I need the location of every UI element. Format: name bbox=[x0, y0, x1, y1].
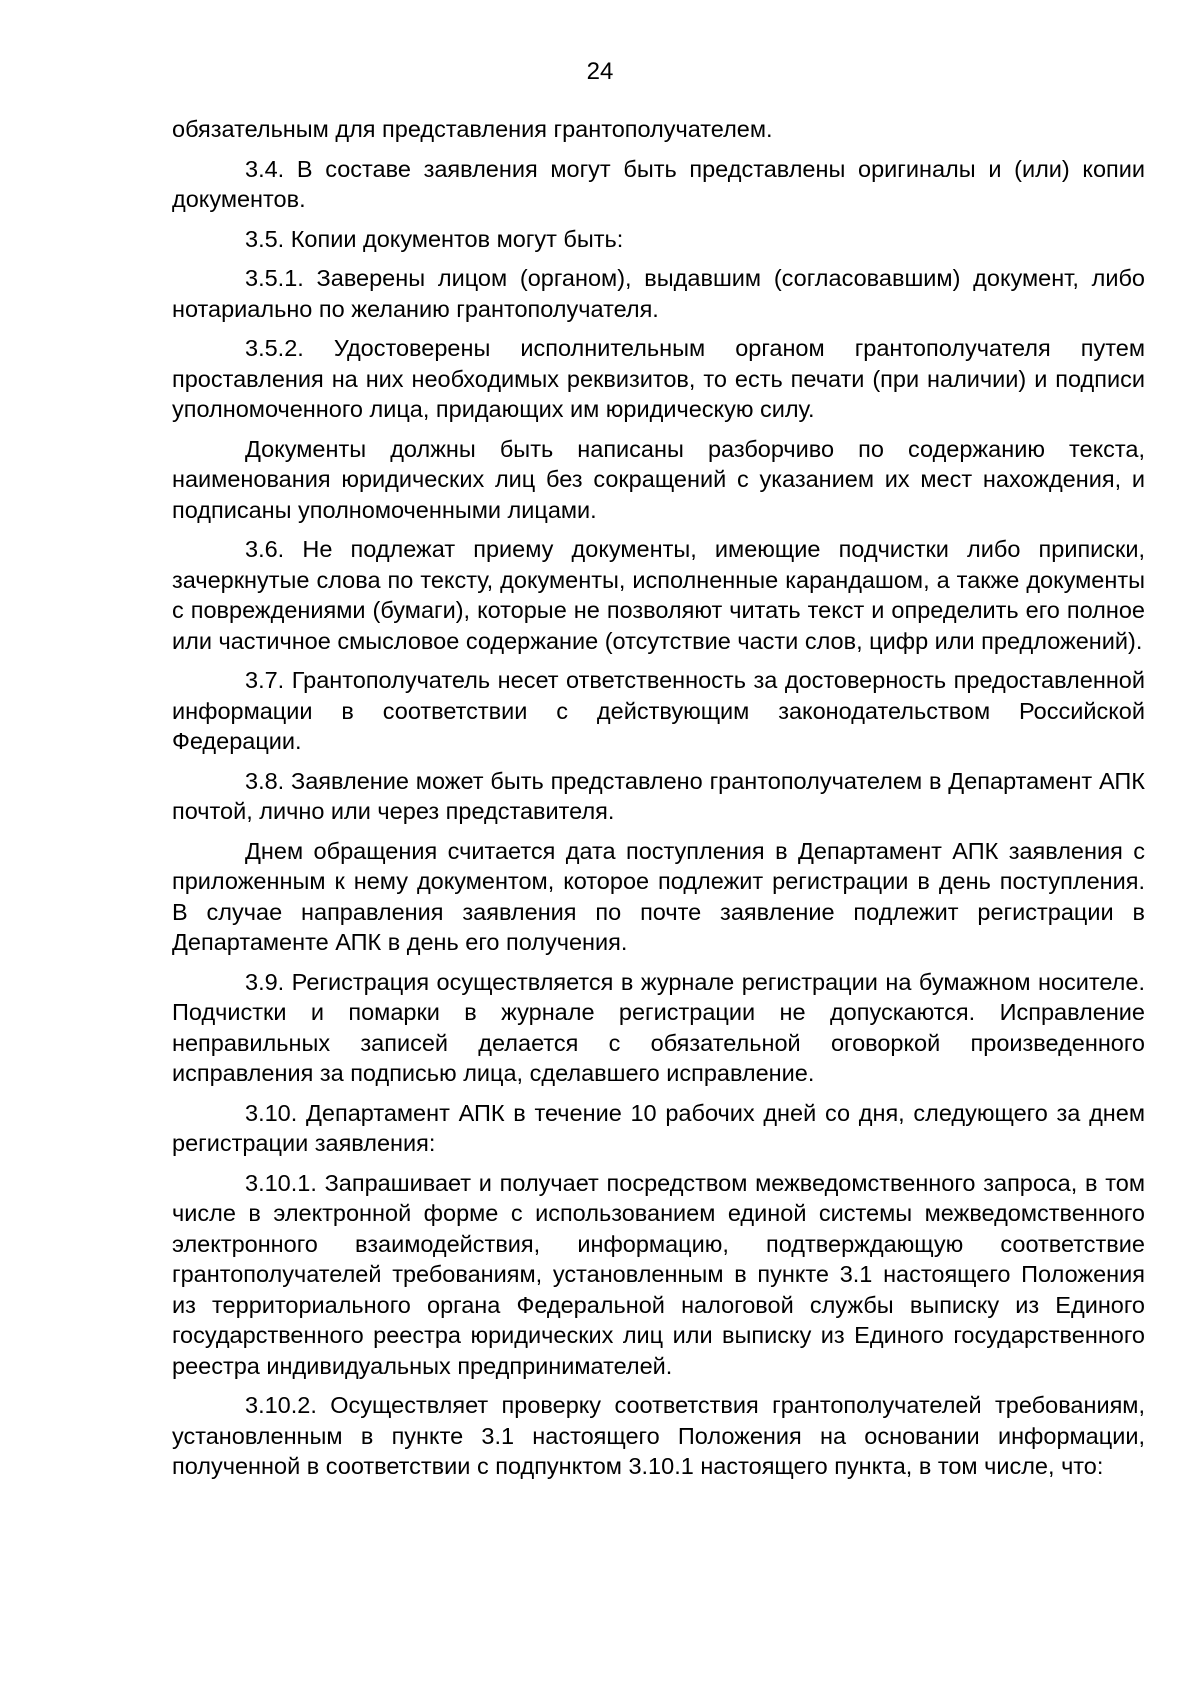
paragraph-3-5: 3.5. Копии документов могут быть: bbox=[245, 225, 624, 252]
document-body bbox=[172, 114, 1145, 1491]
paragraph-3-5-1: 3.5.1. Заверены лицом (органом), выдавшим (согласовавшим) документ, либо нотариально по желанию грантополучателя. bbox=[172, 265, 1145, 322]
paragraph-application-date: Днем обращения считается дата поступления в Департамент АПК заявления с приложенным к нему документом, которое подлежит регистрации в день поступления. В случае направления заявления по почте заявление подлежит регистрации в Департаменте АПК в день его получения. bbox=[172, 837, 1145, 955]
paragraph-3-7: 3.7. Грантополучатель несет ответственность за достоверность предоставленной информации в соответствии с действующим законодательством Российской Федерации. bbox=[172, 667, 1145, 754]
paragraph-3-10-1: 3.10.1. Запрашивает и получает посредством межведомственного запроса, в том числе в электронной форме с использованием единой системы межведомственного электронного взаимодействия, информацию, подтверждающую соответствие грантополучателей требованиям, установленным в пункте 3.1 настоящего Положения из территориального органа Федеральной налоговой службы выписку из Единого государственного реестра юридических лиц или выписку из Единого государственного реестра индивидуальных предпринимателей. bbox=[172, 1169, 1145, 1379]
paragraph-3-6: 3.6. Не подлежат приему документы, имеющие подчистки либо приписки, зачеркнутые слова по тексту, документы, исполненные карандашом, а также документы с повреждениями (бумаги), которые не позволяют читать текст и определить его полное или частичное смысловое содержание (отсутствие части слов, цифр или предложений). bbox=[172, 536, 1145, 654]
paragraph-continuation: обязательным для представления грантополучателем. bbox=[172, 116, 773, 142]
paragraph-3-5-2: 3.5.2. Удостоверены исполнительным органом грантополучателя путем проставления на них необходимых реквизитов, то есть печати (при наличии) и подписи уполномоченного лица, придающих им юридическую силу. bbox=[172, 335, 1145, 422]
paragraph-documents-requirements: Документы должны быть написаны разборчиво по содержанию текста, наименования юридических лиц без сокращений с указанием их мест нахождения, и подписаны уполномоченными лицами. bbox=[172, 435, 1145, 523]
paragraph-3-8: 3.8. Заявление может быть представлено грантополучателем в Департамент АПК почтой, лично или через представителя. bbox=[172, 767, 1145, 824]
paragraph-3-9: 3.9. Регистрация осуществляется в журнале регистрации на бумажном носителе. Подчистки и помарки в журнале регистрации не допускаются. Исправление неправильных записей делается с обязательной оговоркой произведенного исправления за подписью лица, сделавшего исправление. bbox=[172, 968, 1145, 1086]
paragraph-3-10-2: 3.10.2. Осуществляет проверку соответствия грантополучателей требованиям, установленным в пункте 3.1 настоящего Положения на основании информации, полученной в соответствии с подпунктом 3.10.1 настоящего пункта, в том числе, что: bbox=[172, 1392, 1145, 1479]
page-number: 24 bbox=[586, 58, 614, 85]
paragraph-3-10: 3.10. Департамент АПК в течение 10 рабочих дней со дня, следующего за днем регистрации заявления: bbox=[172, 1099, 1145, 1156]
paragraph-3-4: 3.4. В составе заявления могут быть представлены оригиналы и (или) копии документов. bbox=[172, 155, 1145, 212]
